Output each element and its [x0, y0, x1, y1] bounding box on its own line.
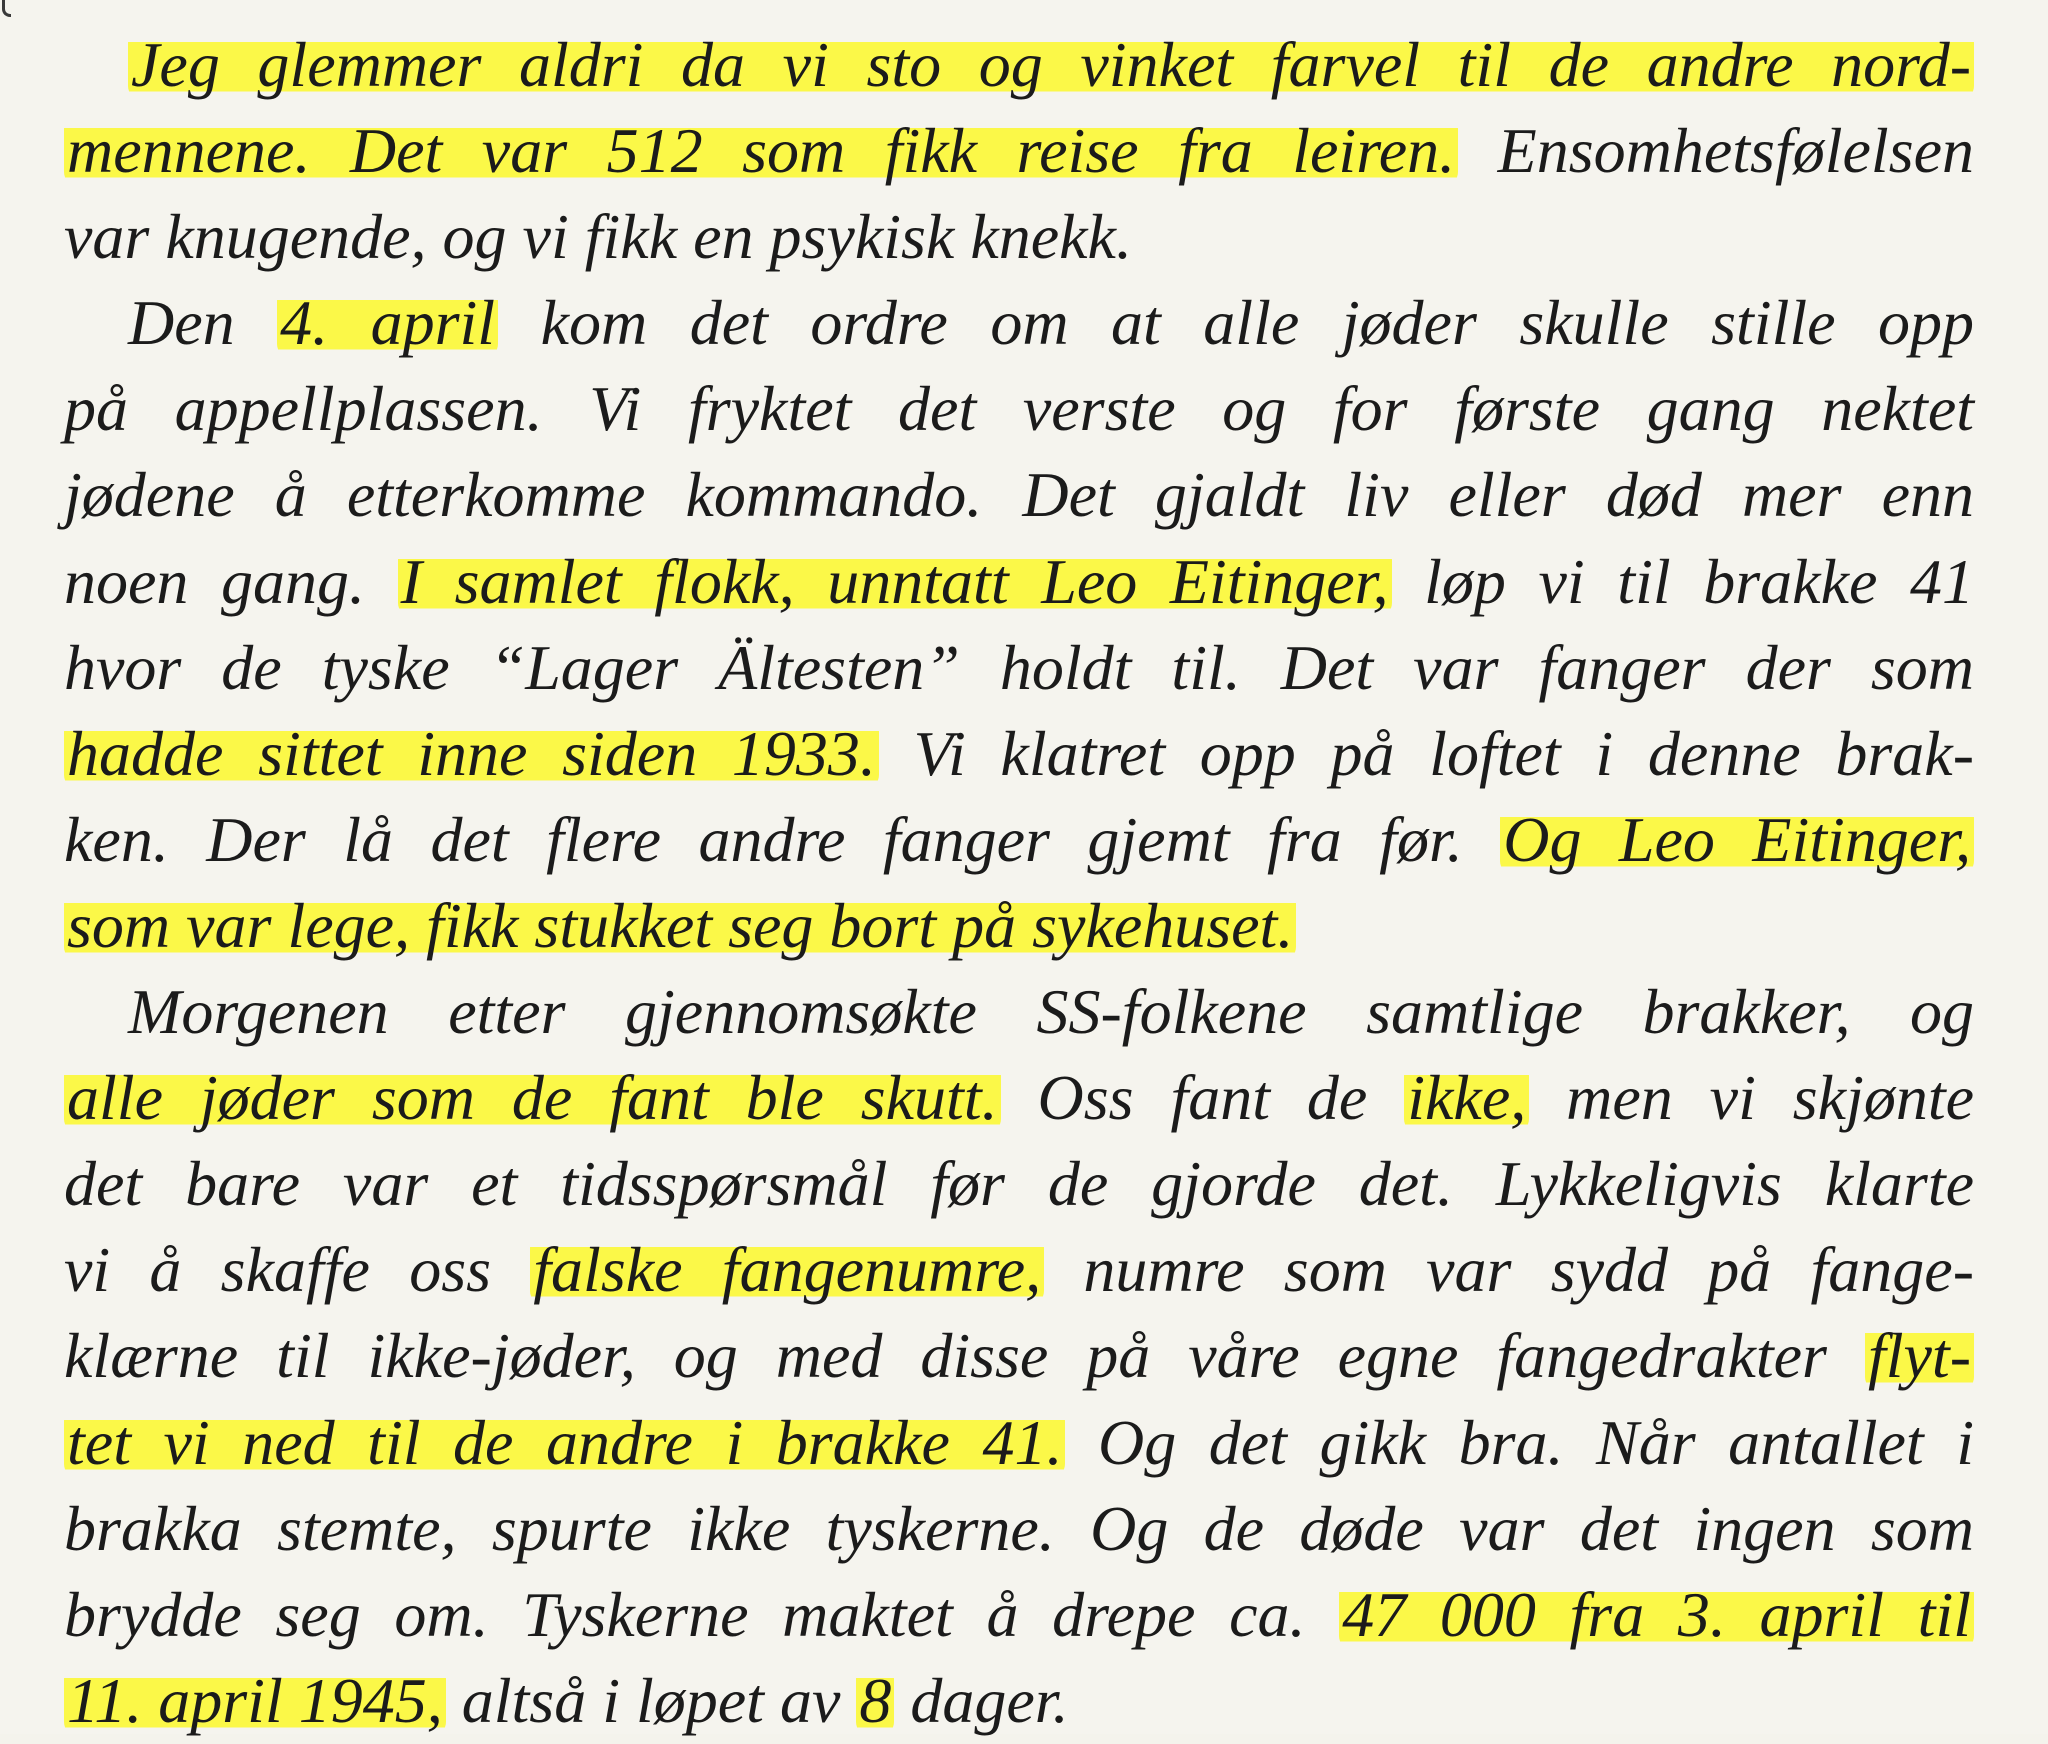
text-run: Ensomhetsfølelsen [1458, 115, 1975, 187]
text-line [64, 797, 1974, 883]
text-run: Og det gikk bra. Når antallet i [1065, 1406, 1975, 1478]
text-line [64, 711, 1974, 797]
body-text [64, 22, 1974, 1744]
highlighted-text: 47 000 fra 3. april til [1339, 1579, 1974, 1650]
text-run: brakka stemte, spurte ikke tyskerne. Og de døde var det ingen som [64, 1492, 1974, 1564]
highlighted-text: ikke, [1404, 1062, 1529, 1133]
highlighted-text: 11. april 1945, [64, 1665, 446, 1736]
highlighted-text: 8 [856, 1665, 894, 1736]
text-run: klærne til ikke-jøder, og med disse på våre egne fangedrakter [64, 1320, 1865, 1392]
text-line [64, 1658, 1974, 1744]
text-run: numre som var sydd på fange- [1044, 1234, 1975, 1306]
text-run: men vi skjønte [1529, 1062, 1975, 1134]
text-line [64, 1486, 1974, 1572]
text-run: Oss fant de [1000, 1062, 1405, 1134]
highlighted-text: I samlet flokk, unntatt Leo Eitinger, [398, 546, 1392, 617]
text-line [64, 1572, 1974, 1658]
text-line [64, 539, 1974, 625]
text-line [64, 22, 1974, 108]
text-run: det bare var et tidsspørsmål før de gjorde det. Lykkeligvis klarte [64, 1148, 1974, 1220]
text-run: Morgenen etter gjennomsøkte SS-folkene samtlige brakker, og [128, 976, 1974, 1048]
text-run: Den [128, 287, 278, 359]
text-line [64, 194, 1974, 280]
text-line [64, 1141, 1974, 1227]
page-edge-mark [2, 0, 11, 17]
highlighted-text: falske fangenumre, [530, 1234, 1044, 1305]
text-run: vi å skaffe oss [64, 1234, 531, 1306]
text-line [64, 452, 1974, 538]
text-run: dager. [894, 1664, 1069, 1736]
highlighted-text: mennene. Det var 512 som fikk reise fra leiren. [64, 115, 1458, 186]
text-line [64, 1055, 1974, 1141]
text-run: på appellplassen. Vi fryktet det verste og for første gang nektet [64, 373, 1974, 445]
highlighted-text: Og Leo Eitinger, [1500, 804, 1974, 875]
text-line [64, 366, 1974, 452]
text-line [64, 1227, 1974, 1313]
text-run: ken. Der lå det flere andre fanger gjemt fra før. [64, 803, 1501, 875]
text-run: Vi klatret opp på loftet i denne brak- [878, 717, 1975, 789]
text-line [64, 108, 1974, 194]
text-run: brydde seg om. Tyskerne maktet å drepe ca. [64, 1578, 1340, 1650]
text-run: kom det ordre om at alle jøder skulle stille opp [498, 287, 1975, 359]
text-line [64, 280, 1974, 366]
text-run: hvor de tyske “Lager Ältesten” holdt til. Det var fanger der som [64, 631, 1974, 703]
text-run: noen gang. [64, 545, 398, 617]
highlighted-text: tet vi ned til de andre i brakke 41. [64, 1407, 1065, 1478]
text-run: var knugende, og vi fikk en psykisk knekk. [64, 201, 1132, 273]
text-line [64, 969, 1974, 1055]
highlighted-text: Jeg glemmer aldri da vi sto og vinket farvel til de andre nord- [128, 29, 1974, 100]
text-run: løp vi til brakke 41 [1391, 545, 1975, 617]
text-run: altså i løpet av [445, 1664, 857, 1736]
text-line [64, 1313, 1974, 1399]
highlighted-text: flyt- [1865, 1320, 1974, 1391]
highlighted-text: som var lege, fikk stukket seg bort på sykehuset. [64, 890, 1296, 961]
text-run: jødene å etterkomme kommando. Det gjaldt liv eller død mer enn [64, 459, 1974, 531]
highlighted-text: hadde sittet inne siden 1933. [64, 718, 879, 789]
highlighted-text: alle jøder som de fant ble skutt. [64, 1062, 1001, 1133]
text-line [64, 883, 1974, 969]
text-line [64, 1400, 1974, 1486]
text-line [64, 625, 1974, 711]
highlighted-text: 4. april [277, 287, 498, 358]
